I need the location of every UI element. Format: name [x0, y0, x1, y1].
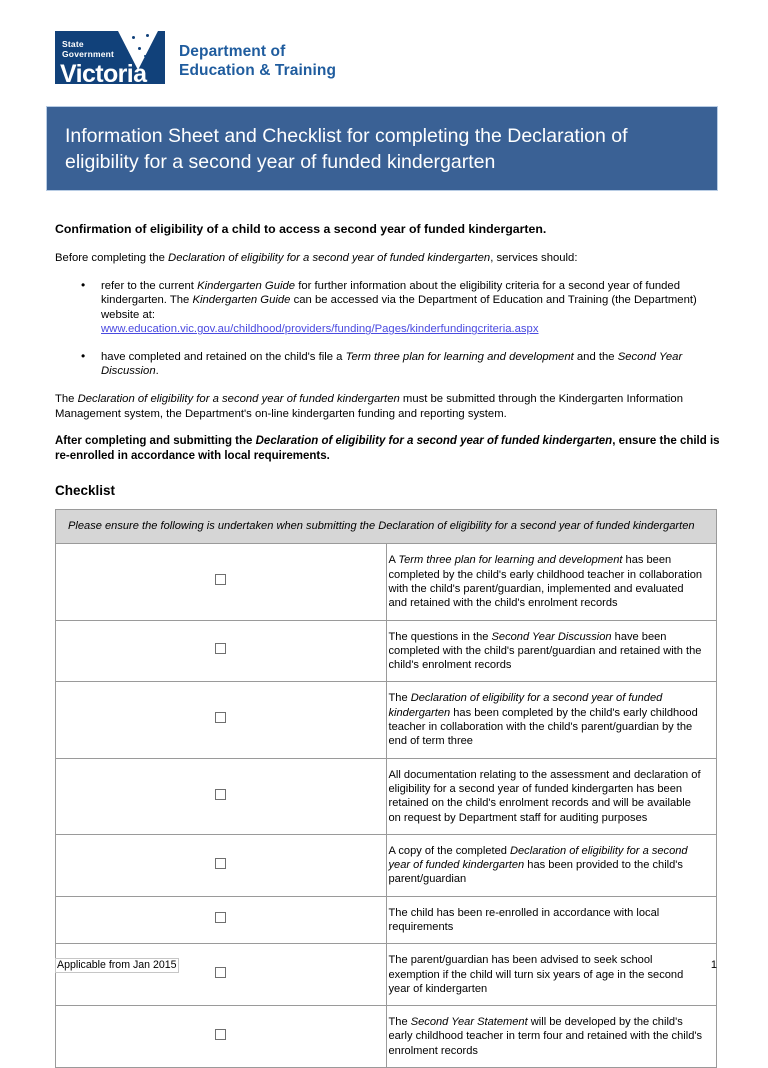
logo-state-government-text [62, 40, 114, 59]
bullet-1-italic-2: Kindergarten Guide [192, 294, 291, 307]
before-completing-prefix: Before completing the [55, 252, 169, 264]
checklist-item-text-4 [386, 758, 717, 834]
bullet-2-italic-2: Second Year Discussion [101, 350, 683, 378]
row-8-text-2: will be developed by the child's early childhood teacher in term four and retained with the child's enrolment records [388, 1016, 703, 1057]
table-row [56, 1006, 717, 1068]
star-icon [138, 47, 141, 50]
victoria-state-government-logo [55, 31, 165, 84]
checklist-checkbox-cell-1[interactable] [56, 544, 387, 620]
row-5-text-1: A copy of the completed [388, 844, 510, 857]
checklist-item-text-5 [386, 834, 717, 896]
star-icon [146, 34, 149, 37]
checklist-item-text-2 [386, 620, 717, 682]
row-4-text-1: All documentation relating to the assessment and declaration of eligibility for a second year of funded kindergarten has been retained on the child's enrolment records and will be available on request by Department staff for auditing purposes [388, 768, 701, 824]
checkbox-icon[interactable] [215, 858, 226, 869]
footer-page-number: 1 [710, 959, 717, 971]
table-header-row [56, 510, 717, 544]
checklist-checkbox-cell-6[interactable] [56, 896, 387, 944]
checklist-checkbox-cell-3[interactable] [56, 682, 387, 758]
checklist-checkbox-cell-8[interactable] [56, 1006, 387, 1068]
submission-prefix: The [55, 393, 78, 406]
table-row [56, 682, 717, 758]
table-row [56, 758, 717, 834]
department-line-2: Education & Training [179, 62, 337, 79]
table-row [56, 944, 717, 1006]
masthead [55, 31, 336, 84]
lead-statement: Confirmation of eligibility of a child to access a second year of funded kindergarten. [55, 222, 547, 236]
row-8-italic: Second Year Statement [410, 1016, 528, 1029]
checklist-table [55, 509, 717, 1068]
page-footer [55, 958, 717, 973]
before-completing-italic: Declaration of eligibility for a second year of funded kindergarten [168, 252, 491, 264]
checklist-item-text-1 [386, 544, 717, 620]
footer-applicable-date: Applicable from Jan 2015 [57, 959, 177, 971]
row-7-text-1: The parent/guardian has been advised to seek school exemption if the child will turn six years of age in the second year of kindergarten [388, 954, 684, 995]
checklist-checkbox-cell-4[interactable] [56, 758, 387, 834]
checklist-checkbox-cell-2[interactable] [56, 620, 387, 682]
checklist-checkbox-cell-7[interactable] [56, 944, 387, 1006]
after-completing-italic: Declaration of eligibility for a second year of funded kindergarten [255, 435, 613, 448]
checkbox-icon[interactable] [215, 643, 226, 654]
checkbox-icon[interactable] [215, 1029, 226, 1040]
star-icon [152, 44, 155, 47]
bullet-1-text-3: can be accessed via the Department of Education and Training (the Department) website at: [101, 294, 697, 321]
department-title [179, 42, 336, 80]
checkbox-icon[interactable] [215, 574, 226, 585]
bullet-1-text-2: for further information about the eligibility criteria for a second year of funded kindergarten. The [101, 279, 680, 307]
row-5-italic: Declaration of eligibility for a second year of funded kindergarten [388, 844, 688, 872]
row-1-text-1: A [388, 554, 399, 567]
after-completing-suffix: , ensure the child is re-enrolled in accordance with local requirements. [55, 435, 720, 462]
before-completing-paragraph [55, 251, 727, 266]
checklist-table-body [56, 510, 717, 1068]
table-row [56, 896, 717, 944]
bullet-1-text-1: refer to the current [101, 279, 198, 292]
bullet-2-text-2: and the [573, 350, 618, 363]
bullet-2-text-3: . [155, 365, 159, 378]
logo-victoria-text: Victoria [60, 60, 147, 84]
checklist-heading: Checklist [55, 483, 116, 499]
row-2-italic: Second Year Discussion [491, 630, 612, 643]
row-2-text-1: The questions in the [388, 630, 492, 643]
after-completing-prefix: After completing and submitting the [55, 435, 256, 448]
list-item [101, 350, 727, 379]
table-row [56, 834, 717, 896]
table-row [56, 544, 717, 620]
row-3-italic: Declaration of eligibility for a second year of funded kindergarten [388, 692, 663, 719]
logo-state-line1: State [62, 39, 84, 49]
star-icon [144, 55, 146, 57]
row-8-text-1: The [388, 1016, 411, 1029]
checklist-checkbox-cell-5[interactable] [56, 834, 387, 896]
checklist-table-header: Please ensure the following is undertaken when submitting the Declaration of eligibility for a second year of funded kindergarten [56, 510, 717, 544]
row-1-italic: Term three plan for learning and development [398, 554, 623, 567]
department-line-1: Department of [179, 43, 286, 60]
bullet-1-italic-1: Kindergarten Guide [197, 279, 296, 292]
row-3-text-2: has been completed by the child's early childhood teacher in collaboration with the child's parent/guardian by the end of term three [388, 706, 698, 748]
checklist-item-text-7 [386, 944, 717, 1006]
submission-suffix: must be submitted through the Kindergarten Information Management system, the Department's on-line kindergarten funding and reporting system. [55, 393, 683, 420]
row-5-text-2: has been provided to the child's parent/guardian [388, 859, 683, 886]
after-completing-paragraph [55, 434, 727, 463]
list-item [101, 279, 727, 337]
checklist-item-text-6 [386, 896, 717, 944]
bullet-2-text-1: have completed and retained on the child's file a [101, 350, 346, 363]
row-1-text-2: has been completed by the child's early childhood teacher in collaboration with the child's parent/guardian, implemented and evaluated and retained with the child's enrolment records [388, 554, 703, 610]
checklist-item-text-8 [386, 1006, 717, 1068]
document-body [55, 222, 727, 1068]
requirements-bullet-list [55, 279, 727, 380]
row-6-text-1: The child has been re-enrolled in accordance with local requirements [388, 906, 660, 933]
table-row [56, 620, 717, 682]
kinder-funding-criteria-link[interactable]: www.education.vic.gov.au/childhood/providers/funding/Pages/kinderfundingcriteria.aspx [101, 323, 539, 336]
checkbox-icon[interactable] [215, 789, 226, 800]
checkbox-icon[interactable] [215, 912, 226, 923]
row-2-text-2: have been completed with the child's parent/guardian and retained with the child's enrolment records [388, 630, 702, 672]
star-icon [132, 36, 135, 39]
row-3-text-1: The [388, 692, 411, 705]
bullet-2-italic-1: Term three plan for learning and development [345, 350, 574, 363]
before-completing-suffix: , services should: [490, 252, 578, 264]
page-title-banner [46, 106, 718, 191]
submission-paragraph [55, 392, 727, 421]
submission-italic: Declaration of eligibility for a second year of funded kindergarten [77, 393, 400, 406]
logo-state-line2: Government [62, 48, 115, 59]
checklist-item-text-3 [386, 682, 717, 758]
page-title: Information Sheet and Checklist for completing the Declaration of eligibility for a second year of funded kindergarten [65, 125, 628, 173]
checkbox-icon[interactable] [215, 712, 226, 723]
